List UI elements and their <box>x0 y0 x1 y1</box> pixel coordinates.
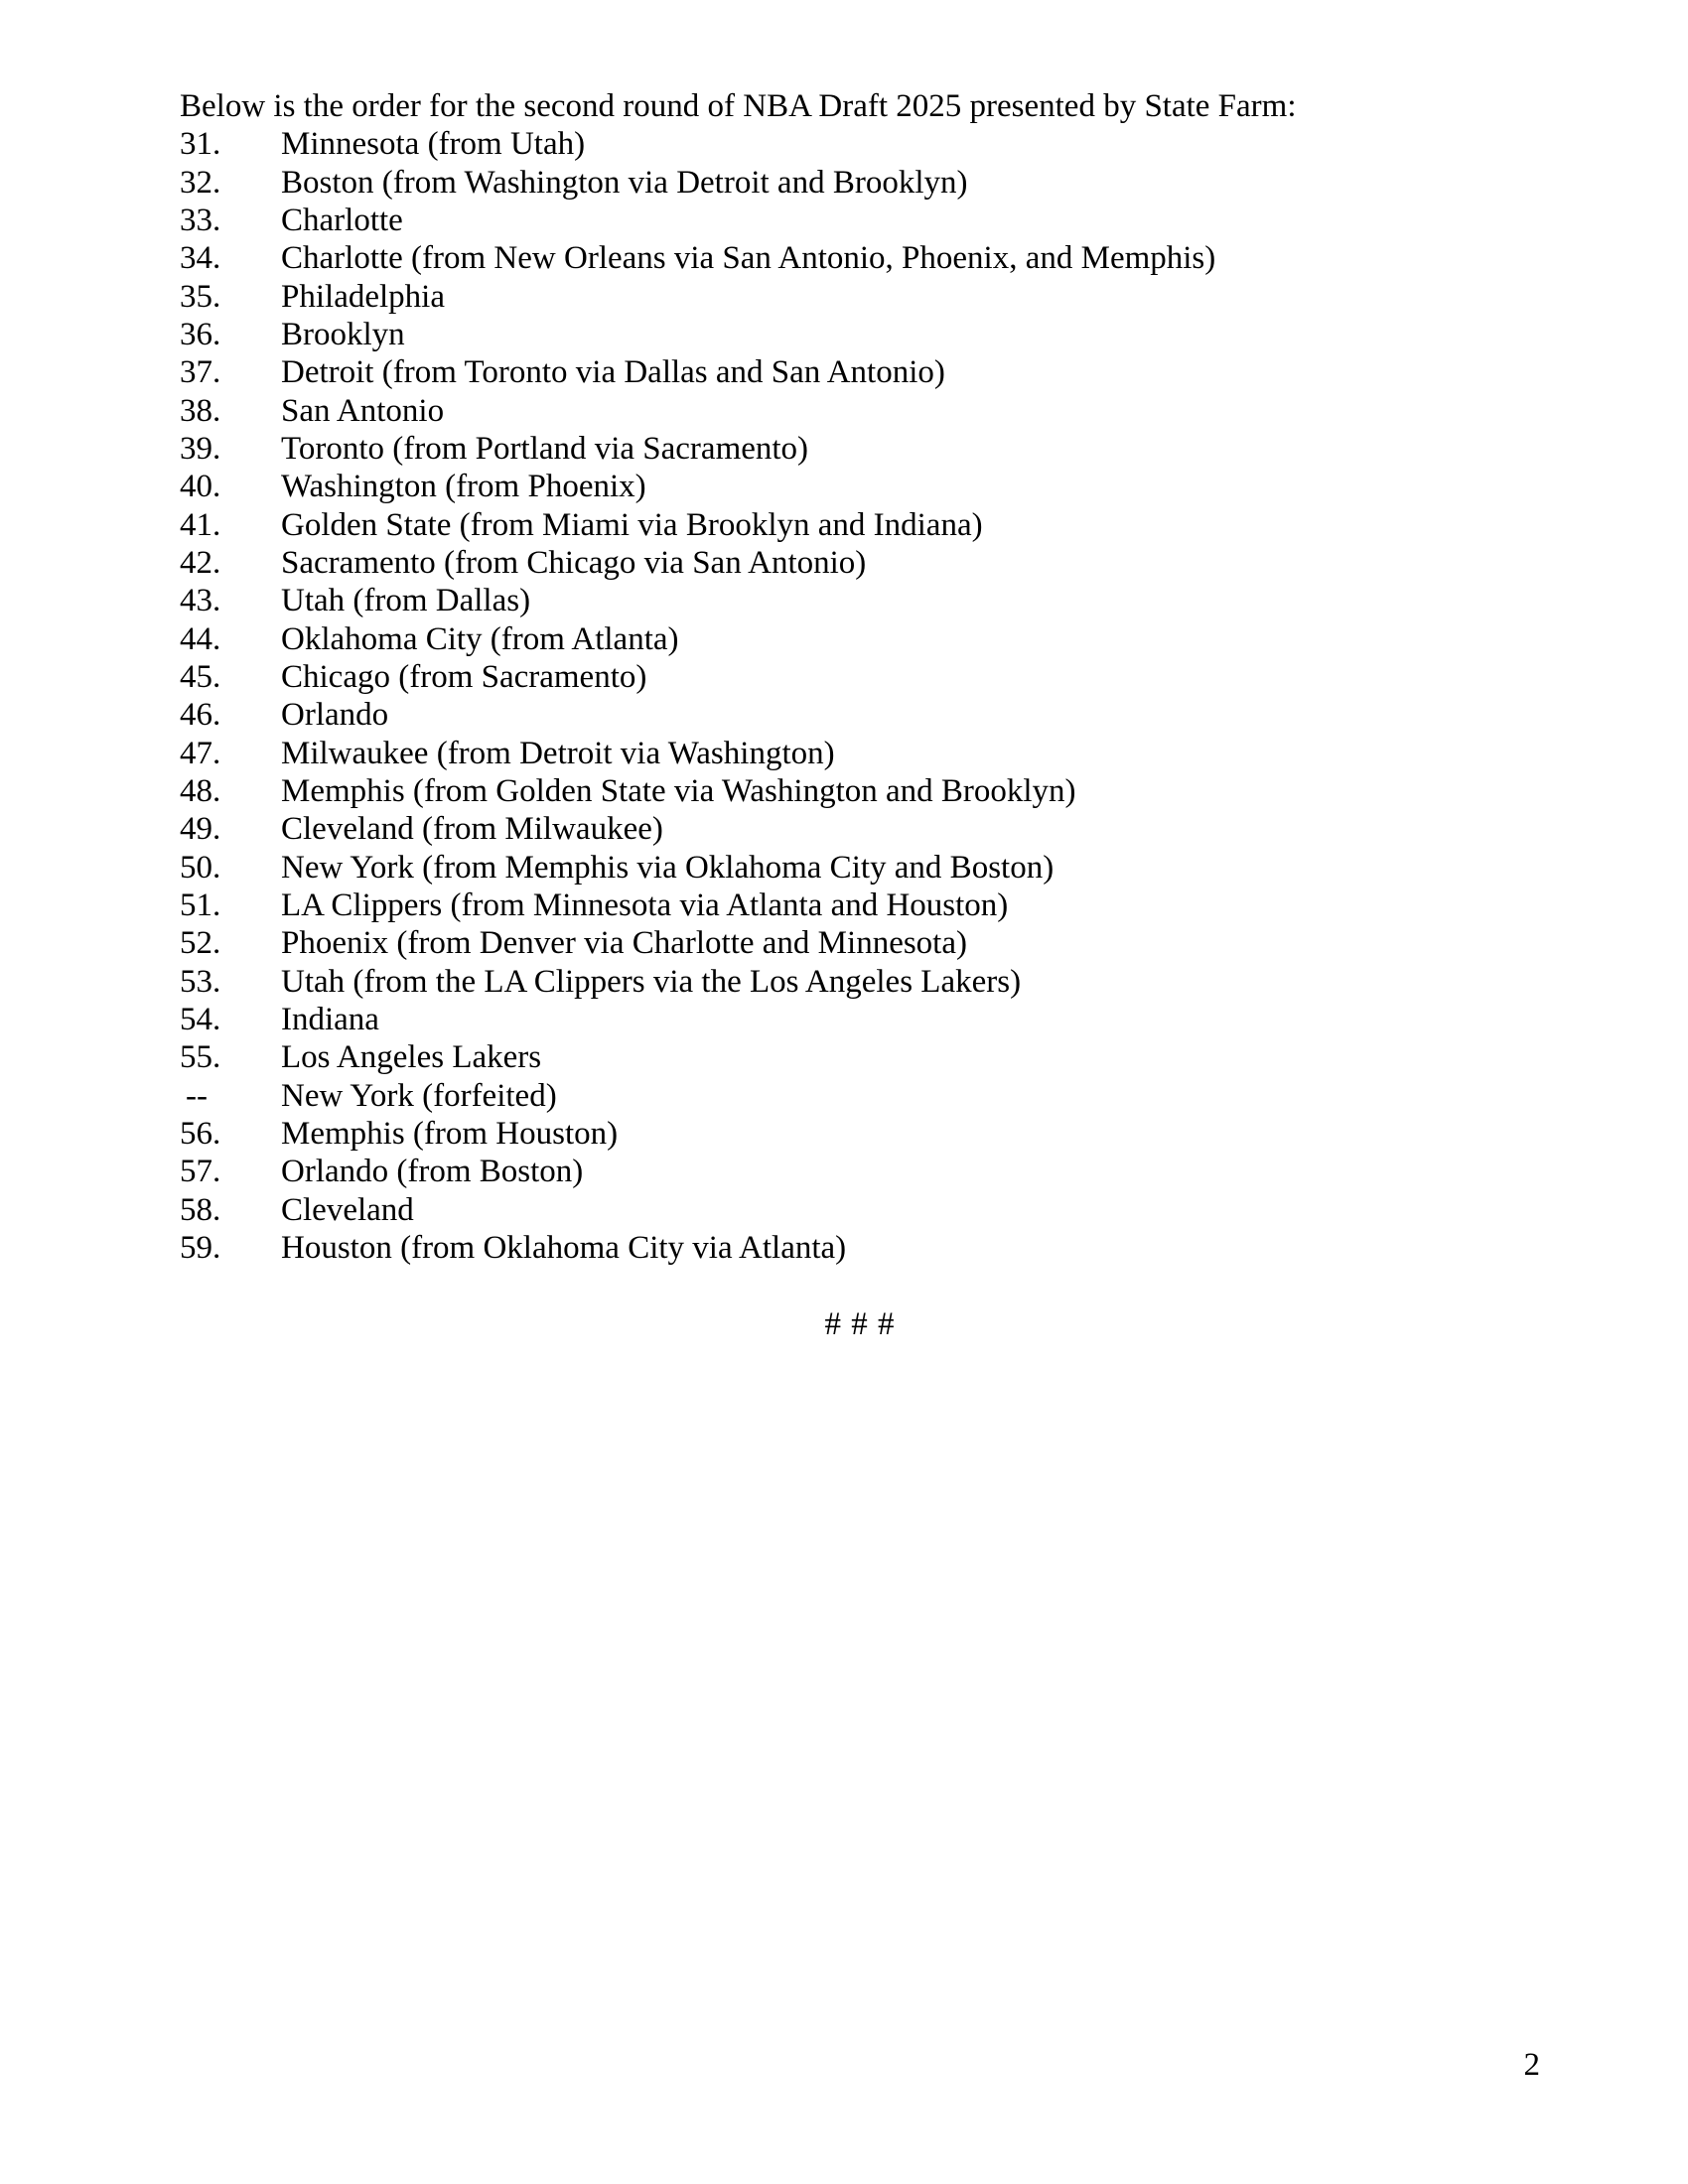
pick-team: Toronto (from Portland via Sacramento) <box>281 430 809 467</box>
pick-row-31 <box>180 125 1540 163</box>
pick-team: San Antonio <box>281 392 445 429</box>
pick-row-44 <box>180 620 1540 658</box>
pick-team: Oklahoma City (from Atlanta) <box>281 620 679 657</box>
pick-row-33 <box>180 202 1540 239</box>
pick-number: 54. <box>180 1001 221 1037</box>
pick-team: New York (from Memphis via Oklahoma City and Boston) <box>281 849 1055 886</box>
pick-row-41 <box>180 506 1540 544</box>
pick-row-56 <box>180 1115 1540 1153</box>
draft-order-section <box>180 87 1540 1343</box>
pick-row-48 <box>180 772 1540 810</box>
pick-number: 57. <box>180 1154 221 1190</box>
pick-row-34 <box>180 239 1540 277</box>
pick-number: 31. <box>180 126 221 163</box>
pick-number: 48. <box>180 772 221 809</box>
pick-number: 55. <box>180 1039 221 1076</box>
pick-team: Philadelphia <box>281 278 445 315</box>
pick-number: 44. <box>180 620 221 657</box>
pick-number: 36. <box>180 316 221 352</box>
pick-row-36 <box>180 316 1540 353</box>
pick-team: Chicago (from Sacramento) <box>281 658 647 695</box>
pick-team: Orlando (from Boston) <box>281 1154 584 1190</box>
pick-team: Cleveland (from Milwaukee) <box>281 811 663 848</box>
pick-team: Orlando <box>281 697 389 734</box>
pick-number: 58. <box>180 1191 221 1228</box>
pick-team: New York (forfeited) <box>281 1077 557 1114</box>
pick-number: 39. <box>180 430 221 467</box>
pick-row-58 <box>180 1191 1540 1229</box>
pick-row-57 <box>180 1153 1540 1190</box>
pick-team: Washington (from Phoenix) <box>281 469 646 505</box>
pick-number: 35. <box>180 278 221 315</box>
pick-team: Los Angeles Lakers <box>281 1039 542 1076</box>
pick-team: Charlotte <box>281 202 403 238</box>
page-number: 2 <box>1523 2047 1540 2083</box>
pick-row-38 <box>180 392 1540 430</box>
pick-row-40 <box>180 468 1540 505</box>
pick-row-35 <box>180 278 1540 316</box>
pick-number: -- <box>186 1077 208 1114</box>
pick-row-32 <box>180 164 1540 202</box>
pick-row-59 <box>180 1229 1540 1267</box>
pick-row-53 <box>180 963 1540 1001</box>
pick-row-46 <box>180 696 1540 734</box>
pick-team: Houston (from Oklahoma City via Atlanta) <box>281 1229 847 1266</box>
pick-number: 34. <box>180 240 221 277</box>
pick-team: Milwaukee (from Detroit via Washington) <box>281 735 835 771</box>
pick-number: 50. <box>180 849 221 886</box>
pick-row-45 <box>180 658 1540 696</box>
pick-number: 38. <box>180 392 221 429</box>
pick-number: 41. <box>180 506 221 543</box>
pick-number: 32. <box>180 164 221 201</box>
pick-number: 37. <box>180 354 221 391</box>
pick-row-39 <box>180 430 1540 468</box>
pick-team: Phoenix (from Denver via Charlotte and Minnesota) <box>281 925 967 962</box>
pick-number: 47. <box>180 735 221 771</box>
pick-team: Golden State (from Miami via Brooklyn and Indiana) <box>281 506 983 543</box>
pick-team: Charlotte (from New Orleans via San Antonio, Phoenix, and Memphis) <box>281 240 1216 277</box>
pick-team: Brooklyn <box>281 316 405 352</box>
pick-row-43 <box>180 582 1540 619</box>
pick-team: Minnesota (from Utah) <box>281 126 586 163</box>
pick-number: 42. <box>180 544 221 581</box>
pick-number: 33. <box>180 202 221 238</box>
pick-number: 59. <box>180 1229 221 1266</box>
pick-team: Indiana <box>281 1001 379 1037</box>
pick-team: LA Clippers (from Minnesota via Atlanta and Houston) <box>281 887 1009 923</box>
pick-row-49 <box>180 810 1540 848</box>
pick-number: 45. <box>180 658 221 695</box>
intro-text: Below is the order for the second round of NBA Draft 2025 presented by State Farm: <box>180 88 1297 124</box>
pick-number: 52. <box>180 925 221 962</box>
pick-row-forfeited <box>180 1077 1540 1115</box>
pick-team: Detroit (from Toronto via Dallas and San Antonio) <box>281 354 945 391</box>
pick-number: 49. <box>180 811 221 848</box>
pick-number: 56. <box>180 1115 221 1152</box>
pick-row-50 <box>180 849 1540 887</box>
pick-row-37 <box>180 353 1540 391</box>
pick-row-52 <box>180 924 1540 962</box>
pick-number: 43. <box>180 583 221 619</box>
pick-row-42 <box>180 544 1540 582</box>
pick-row-51 <box>180 887 1540 924</box>
pick-team: Sacramento (from Chicago via San Antonio) <box>281 544 867 581</box>
pick-number: 40. <box>180 469 221 505</box>
pick-row-47 <box>180 735 1540 772</box>
pick-team: Boston (from Washington via Detroit and Brooklyn) <box>281 164 968 201</box>
pick-number: 51. <box>180 887 221 923</box>
pick-team: Utah (from the LA Clippers via the Los Angeles Lakers) <box>281 963 1022 1000</box>
pick-team: Memphis (from Houston) <box>281 1115 619 1152</box>
pick-team: Memphis (from Golden State via Washington and Brooklyn) <box>281 772 1076 809</box>
pick-team: Utah (from Dallas) <box>281 583 531 619</box>
end-mark: # # # <box>824 1305 896 1342</box>
pick-number: 53. <box>180 963 221 1000</box>
pick-row-54 <box>180 1001 1540 1038</box>
pick-number: 46. <box>180 697 221 734</box>
pick-team: Cleveland <box>281 1191 414 1228</box>
pick-row-55 <box>180 1038 1540 1076</box>
